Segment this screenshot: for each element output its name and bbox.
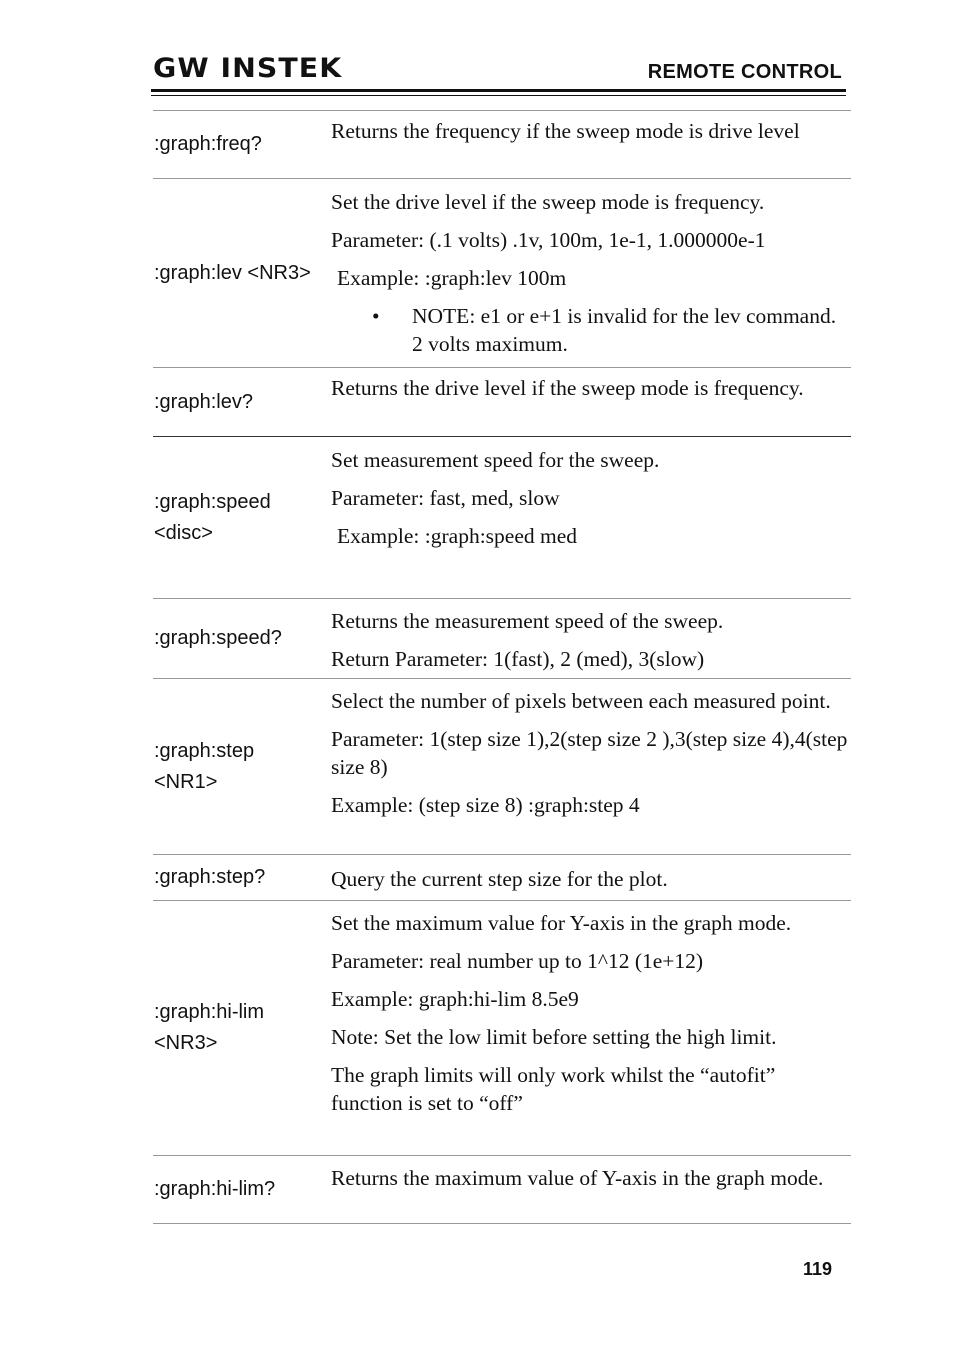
description-cell (330, 901, 851, 1156)
description-line: Returns the measurement speed of the sweep. (331, 609, 724, 633)
note-list (330, 302, 851, 358)
description-line: Example: (step size 8) :graph:step 4 (331, 793, 640, 817)
description-line: Set measurement speed for the sweep. (331, 448, 660, 472)
description-cell (330, 111, 851, 179)
description-line: The graph limits will only work whilst the “autofit” function is set to “off” (331, 1063, 776, 1115)
description-line: Set the drive level if the sweep mode is frequency. (331, 190, 765, 214)
command-cell: :graph:freq? (154, 133, 262, 155)
command-line: <NR3> (154, 1032, 218, 1054)
command-cell: :graph:lev? (154, 390, 253, 413)
description-line: Parameter: real number up to 1^12 (1e+12) (331, 949, 704, 973)
table-row (153, 179, 851, 368)
header-rule-thin (151, 95, 846, 96)
command-cell (153, 901, 330, 1156)
command-cell: :graph:speed? (154, 627, 282, 649)
command-line: :graph:step (154, 739, 255, 762)
description-cell (330, 179, 851, 368)
description-line: Parameter: fast, med, slow (331, 486, 560, 510)
note-text: NOTE: e1 or e+1 is invalid for the lev command. 2 volts maximum. (412, 304, 837, 356)
description-cell (330, 599, 851, 679)
command-cell (153, 679, 330, 855)
command-line: <NR1> (154, 770, 218, 793)
command-table (153, 110, 851, 1224)
table-row (153, 901, 851, 1156)
description-line: Example: graph:hi-lim 8.5e9 (331, 987, 579, 1011)
page-number: 119 (802, 1259, 832, 1279)
header-rule-thick (151, 89, 846, 92)
table-row (153, 111, 851, 179)
description-cell (330, 437, 851, 599)
table-row (153, 368, 851, 437)
note-item (330, 302, 851, 358)
command-line: :graph:hi-lim (154, 1001, 265, 1023)
command-line: <disc> (154, 521, 213, 544)
description-line: Set the maximum value for Y-axis in the graph mode. (331, 911, 792, 935)
bullet-icon: • (372, 304, 380, 328)
description-line: Parameter: (.1 volts) .1v, 100m, 1e-1, 1.000000e-1 (331, 228, 766, 252)
description-cell (330, 855, 851, 901)
brand-logo: GW INSTEK (153, 53, 343, 84)
blank-space (330, 560, 851, 594)
description-line: Parameter: 1(step size 1),2(step size 2 ),3(step size 4),4(step size 8) (331, 727, 848, 779)
description-line: Returns the maximum value of Y-axis in the graph mode. (331, 1166, 824, 1190)
command-cell (153, 437, 330, 599)
command-cell: :graph:hi-lim? (154, 1178, 276, 1200)
command-cell: :graph:step? (154, 866, 266, 888)
table-row (153, 437, 851, 599)
description-line: Returns the frequency if the sweep mode is drive level (331, 119, 800, 143)
section-title: REMOTE CONTROL (647, 61, 842, 83)
description-line: Select the number of pixels between each measured point. (331, 689, 831, 713)
table-row (153, 599, 851, 679)
description-line: Return Parameter: 1(fast), 2 (med), 3(slow) (331, 647, 705, 671)
table-row (153, 679, 851, 855)
description-cell (330, 368, 851, 437)
description-line: Example: :graph:speed med (337, 524, 578, 548)
description-line: Example: :graph:lev 100m (337, 266, 567, 290)
command-cell: :graph:lev <NR3> (154, 261, 311, 284)
description-line: Note: Set the low limit before setting the high limit. (331, 1025, 777, 1049)
table-row (153, 855, 851, 901)
description-cell (330, 679, 851, 855)
description-cell (330, 1156, 851, 1224)
description-line: Returns the drive level if the sweep mode is frequency. (331, 376, 804, 400)
table-row (153, 1156, 851, 1224)
description-line: Query the current step size for the plot. (331, 867, 668, 891)
command-line: :graph:speed (154, 490, 271, 513)
